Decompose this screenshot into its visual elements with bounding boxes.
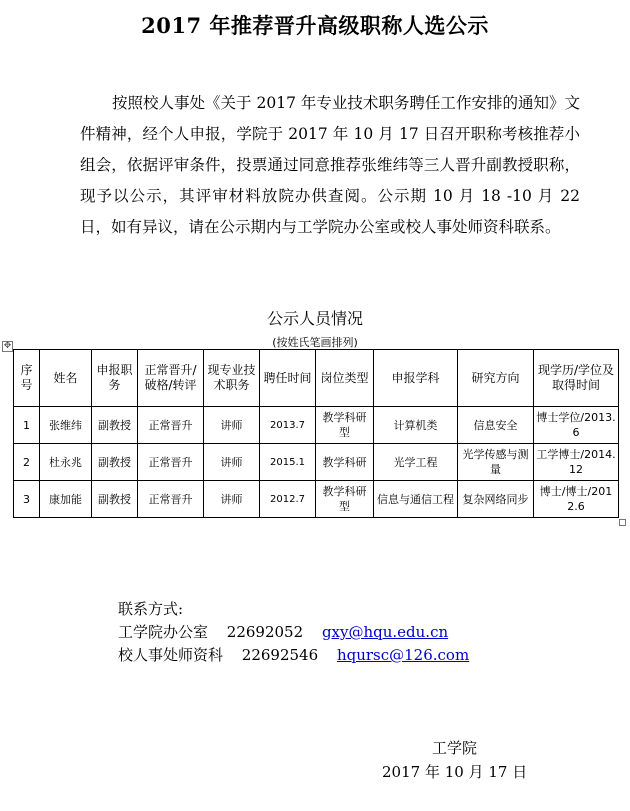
office-name: 工学院办公室	[118, 623, 209, 641]
table-cell: 教学科研型	[316, 481, 374, 518]
table-cell: 正常晋升	[138, 444, 204, 481]
table-cell: 信息安全	[458, 407, 534, 444]
table-row	[14, 444, 619, 481]
hr-office-phone: 22692546	[241, 646, 319, 664]
hr-office-name: 校人事处师资科	[118, 646, 224, 664]
table-cell: 教学科研	[316, 444, 374, 481]
header-cell: 现专业技术职务	[204, 350, 260, 407]
header-cell: 岗位类型	[316, 350, 374, 407]
table-cell: 正常晋升	[138, 481, 204, 518]
table-row	[14, 407, 619, 444]
table-cell: 杜永兆	[40, 444, 92, 481]
office-email-link[interactable]: gxy@hqu.edu.cn	[321, 623, 449, 641]
table-cell: 讲师	[204, 444, 260, 481]
table-cell: 3	[14, 481, 40, 518]
table-cell: 2013.7	[260, 407, 316, 444]
table-cell: 复杂网络同步	[458, 481, 534, 518]
table-cell: 正常晋升	[138, 407, 204, 444]
header-cell: 申报职务	[92, 350, 138, 407]
table-header-row	[14, 350, 619, 407]
header-cell: 研究方向	[458, 350, 534, 407]
document-title: 2017 年推荐晋升高级职称人选公示	[141, 13, 489, 38]
table-cell: 副教授	[92, 481, 138, 518]
header-cell: 聘任时间	[260, 350, 316, 407]
table-resize-handle[interactable]	[619, 519, 626, 526]
table-cell: 讲师	[204, 407, 260, 444]
table-cell: 2	[14, 444, 40, 481]
table-row	[14, 481, 619, 518]
table-cell: 信息与通信工程	[374, 481, 458, 518]
contact-line-hr	[118, 644, 469, 667]
table-cell: 副教授	[92, 444, 138, 481]
hr-email-link[interactable]: hqursc@126.com	[336, 646, 470, 664]
table-cell: 博士/博士/2012.6	[534, 481, 619, 518]
signature-date: 2017 年 10 月 17 日	[382, 763, 528, 781]
header-cell: 序号	[14, 350, 40, 407]
contact-line-office	[118, 621, 469, 644]
table-subtitle: (按姓氏笔画排列)	[272, 336, 358, 349]
announcement-text: 按照校人事处《关于 2017 年专业技术职务聘任工作安排的通知》文件精神，经个人申报，学院于 2017 年 10 月 17 日召开职称考核推荐小组会，依据评审条件，投票通过同意推荐张维纬等三人晋升副教授职称，现予以公示，其评审材料放院办供查阅。公示期 10 月 18 -10 月 22 日，如有异议，请在公示期内与工学院办公室或校人事处师资科联系。	[80, 94, 580, 236]
table-cell: 张维纬	[40, 407, 92, 444]
office-phone: 22692052	[226, 623, 304, 641]
table-cell: 2015.1	[260, 444, 316, 481]
signature-org: 工学院	[432, 739, 478, 757]
table-cell: 光学传感与测量	[458, 444, 534, 481]
announcement-paragraph	[80, 88, 580, 243]
table-title: 公示人员情况	[266, 309, 363, 328]
table-cell: 康加能	[40, 481, 92, 518]
table-cell: 副教授	[92, 407, 138, 444]
table-cell: 博士学位/2013.6	[534, 407, 619, 444]
table-cell: 工学博士/2014.12	[534, 444, 619, 481]
table-cell: 1	[14, 407, 40, 444]
table-move-handle-icon[interactable]: ✥	[3, 341, 12, 351]
table-cell: 教学科研型	[316, 407, 374, 444]
table-cell: 2012.7	[260, 481, 316, 518]
table-cell: 计算机类	[374, 407, 458, 444]
table-cell: 光学工程	[374, 444, 458, 481]
contact-block	[118, 598, 469, 667]
header-cell: 申报学科	[374, 350, 458, 407]
table-cell: 讲师	[204, 481, 260, 518]
header-cell: 正常晋升/破格/转评	[138, 350, 204, 407]
candidates-table	[13, 349, 619, 518]
header-cell: 姓名	[40, 350, 92, 407]
contact-heading: 联系方式:	[118, 600, 184, 618]
header-cell: 现学历/学位及取得时间	[534, 350, 619, 407]
